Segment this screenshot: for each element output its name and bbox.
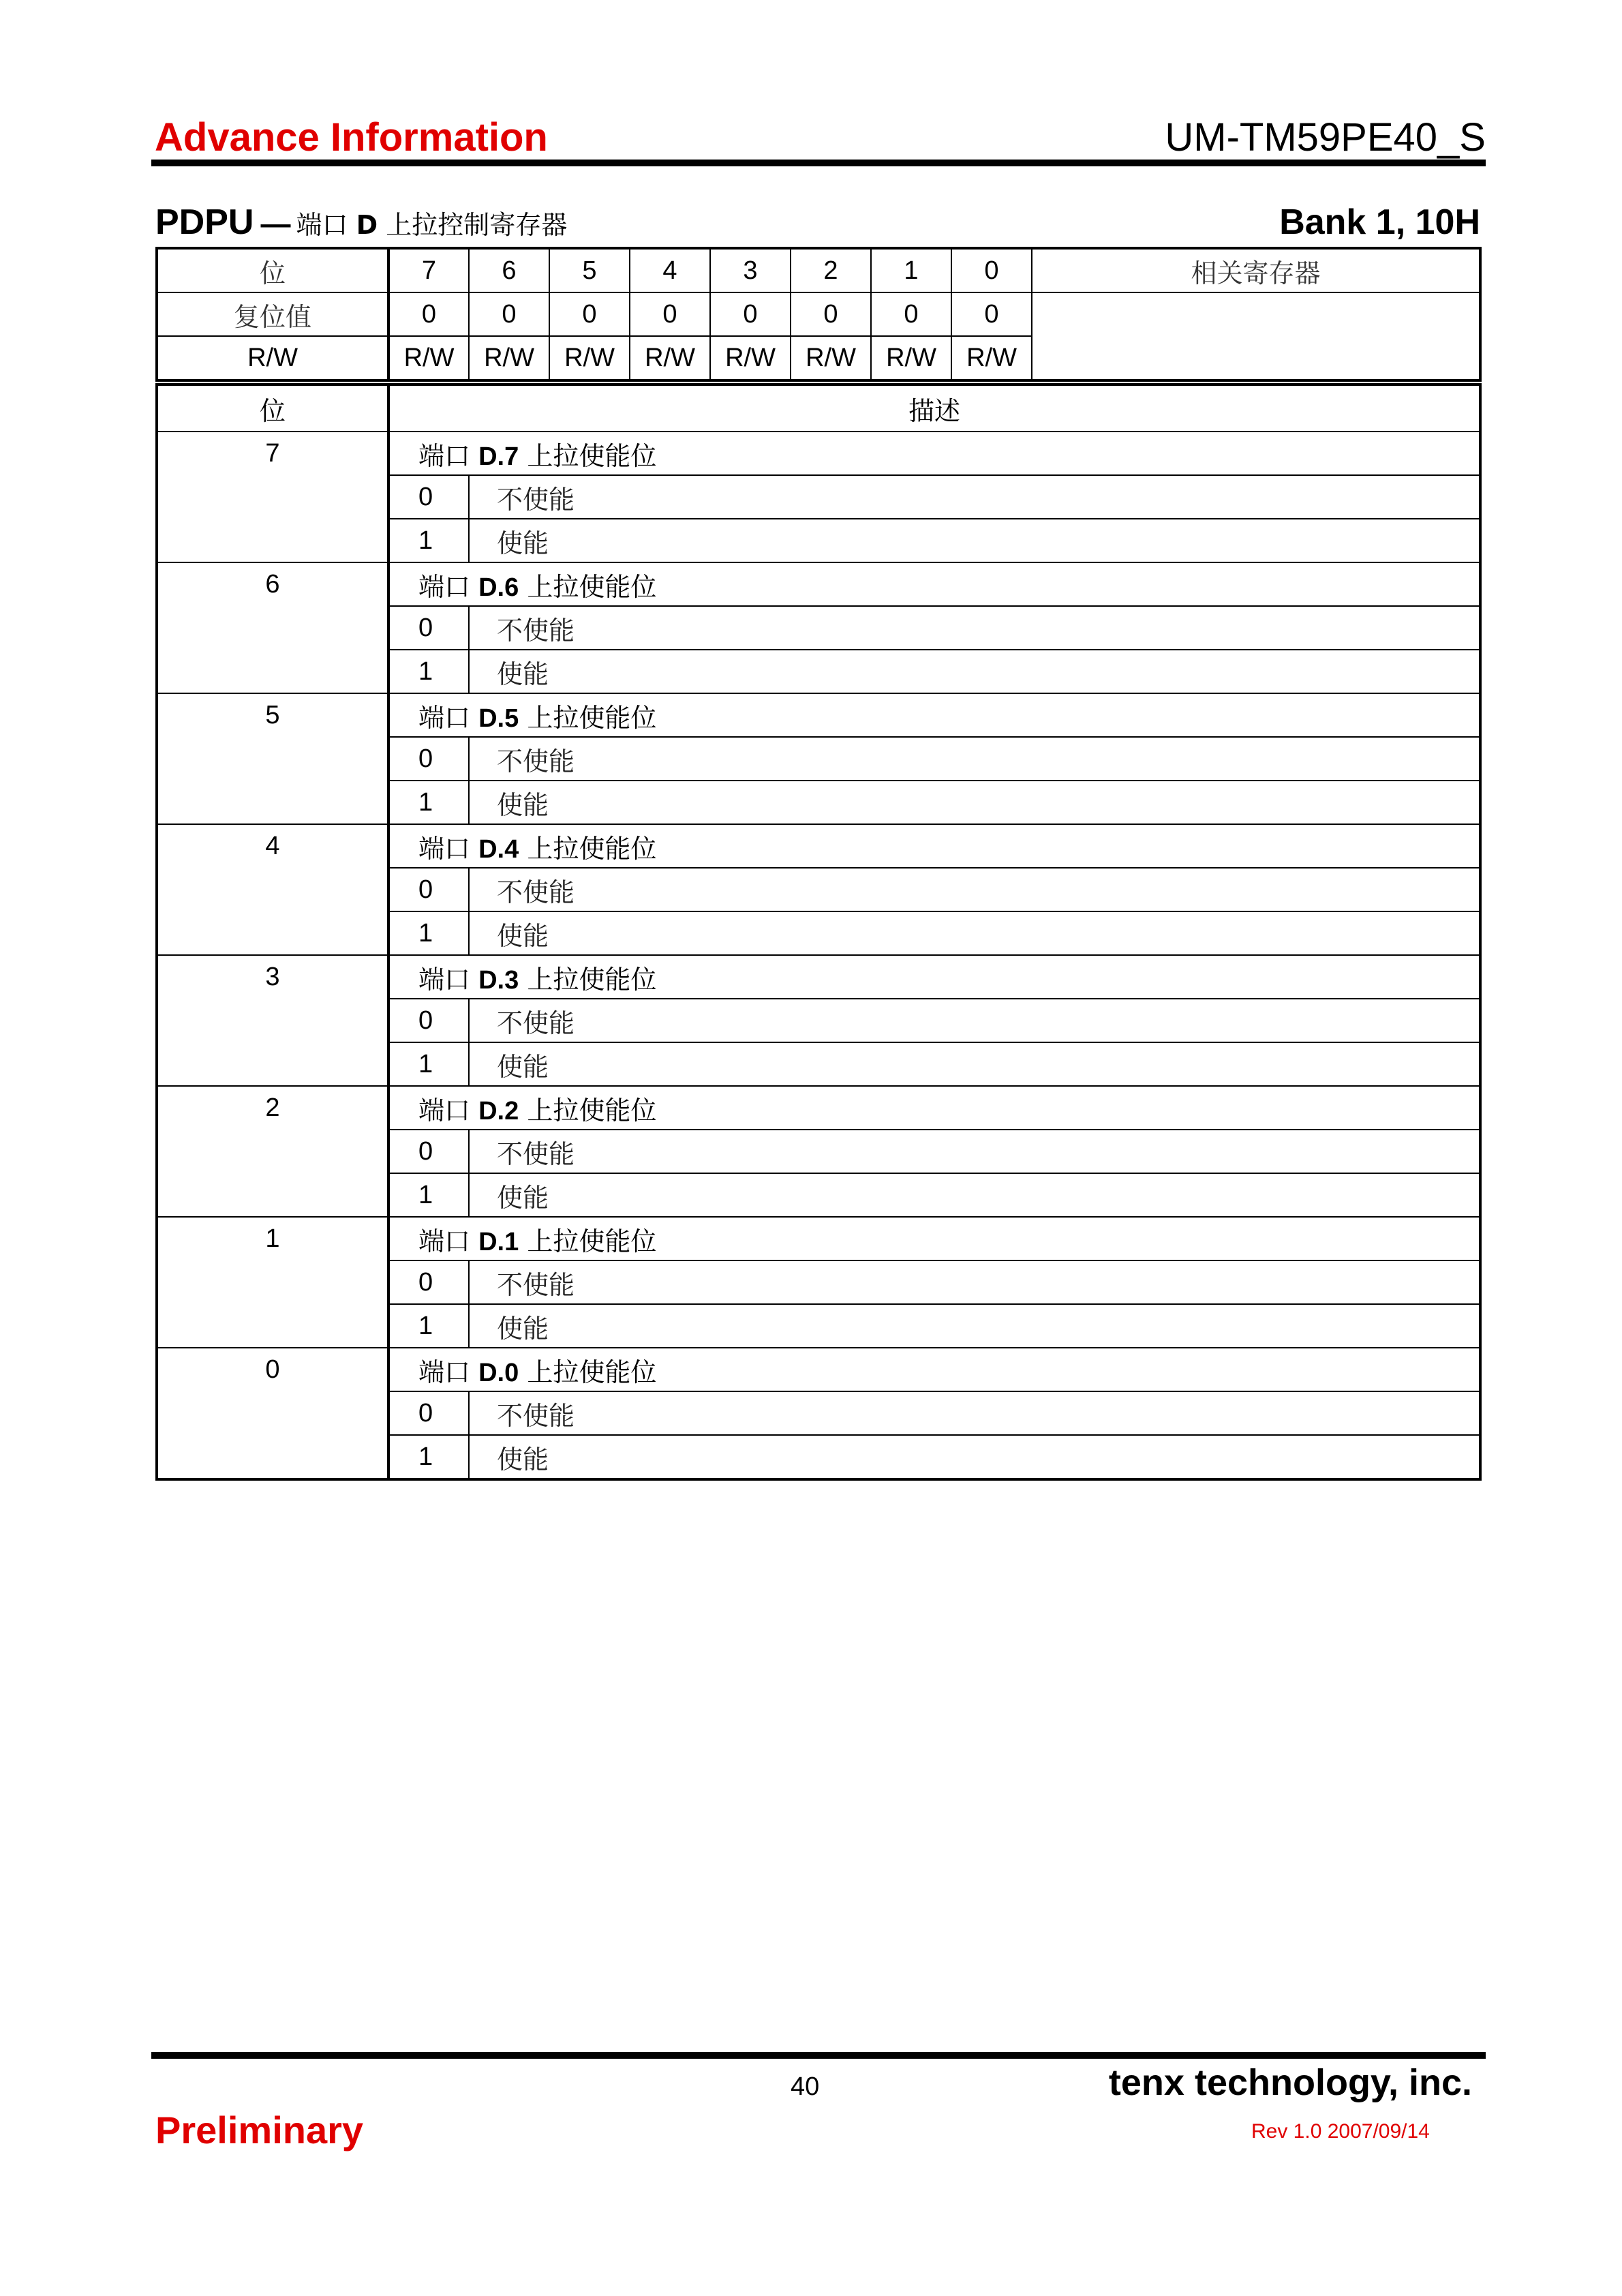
document-id: UM-TM59PE40_S [1165, 115, 1486, 160]
bit-cell: 7 [388, 248, 469, 292]
bit-field-name: D.5 [478, 704, 519, 733]
bit-field-title [388, 693, 1480, 737]
option-text: 不使能 [469, 1130, 1480, 1173]
bit-cell: 6 [469, 248, 549, 292]
bit-field-row [157, 432, 1480, 475]
rw-cell: R/W [791, 336, 871, 380]
bit-label: 位 [157, 248, 388, 292]
rw-cell: R/W [469, 336, 549, 380]
table-header-row [157, 384, 1480, 432]
reset-cell: 0 [630, 292, 710, 336]
option-value: 1 [388, 1173, 469, 1217]
bit-field-title [388, 824, 1480, 868]
option-value: 0 [388, 606, 469, 650]
reset-cell: 0 [469, 292, 549, 336]
rw-cell: R/W [710, 336, 791, 380]
title-suffix: 上拉使能位 [527, 702, 657, 733]
option-value: 1 [388, 650, 469, 693]
option-text: 使能 [469, 519, 1480, 562]
bit-field-title [388, 1217, 1480, 1260]
bit-number: 3 [157, 955, 388, 1086]
register-name: PDPU [155, 202, 254, 242]
footer-rule [151, 2052, 1486, 2059]
option-text: 不使能 [469, 606, 1480, 650]
option-text: 不使能 [469, 737, 1480, 781]
option-value: 0 [388, 737, 469, 781]
related-register-label: 相关寄存器 [1032, 248, 1480, 292]
title-prefix: 端口 [418, 1226, 471, 1256]
option-value: 0 [388, 1260, 469, 1304]
bit-cell: 5 [549, 248, 630, 292]
document-status: Preliminary [155, 2109, 364, 2151]
option-text: 使能 [469, 1435, 1480, 1479]
bit-number: 0 [157, 1348, 388, 1479]
title-prefix: 端口 [418, 1095, 471, 1126]
title-suffix: 上拉使能位 [527, 1095, 657, 1126]
title-suffix: 上拉使能位 [527, 833, 657, 864]
option-text: 使能 [469, 1304, 1480, 1348]
bit-cell: 3 [710, 248, 791, 292]
title-prefix: 端口 [418, 1357, 471, 1387]
title-suffix: 上拉使能位 [527, 964, 657, 995]
option-value: 0 [388, 999, 469, 1042]
bit-cell: 2 [791, 248, 871, 292]
title-prefix: 端口 [418, 440, 471, 471]
reset-cell: 0 [710, 292, 791, 336]
option-text: 使能 [469, 1173, 1480, 1217]
bit-field-title [388, 562, 1480, 606]
option-value: 1 [388, 1435, 469, 1479]
register-bit-table [155, 247, 1482, 382]
bit-field-title [388, 1086, 1480, 1130]
column-header-description: 描述 [388, 384, 1480, 432]
option-text: 使能 [469, 1042, 1480, 1086]
option-text: 使能 [469, 650, 1480, 693]
bit-cell: 1 [871, 248, 951, 292]
option-text: 不使能 [469, 475, 1480, 519]
header-rule [151, 160, 1486, 166]
reset-cell: 0 [549, 292, 630, 336]
option-value: 0 [388, 1391, 469, 1435]
bit-field-title [388, 432, 1480, 475]
title-prefix: 端口 [418, 833, 471, 864]
revision-info: Rev 1.0 2007/09/14 [1251, 2120, 1430, 2143]
option-text: 不使能 [469, 868, 1480, 911]
reset-cell: 0 [871, 292, 951, 336]
bit-field-name: D.6 [478, 573, 519, 602]
option-value: 1 [388, 1304, 469, 1348]
bit-number: 2 [157, 1086, 388, 1217]
bit-field-row [157, 562, 1480, 606]
register-description: 端口 D 上拉控制寄存器 [296, 210, 568, 240]
option-text: 使能 [469, 911, 1480, 955]
bit-description-table [155, 383, 1482, 1481]
title-prefix: 端口 [418, 964, 471, 995]
bit-field-row [157, 1348, 1480, 1391]
option-text: 使能 [469, 781, 1480, 824]
option-value: 0 [388, 1130, 469, 1173]
rw-cell: R/W [388, 336, 469, 380]
rw-cell: R/W [630, 336, 710, 380]
bit-number: 1 [157, 1217, 388, 1348]
option-value: 0 [388, 475, 469, 519]
title-suffix: 上拉使能位 [527, 1226, 657, 1256]
rw-cell: R/W [549, 336, 630, 380]
bit-field-row [157, 693, 1480, 737]
bit-field-name: D.1 [478, 1227, 519, 1256]
company-name: tenx technology, inc. [1108, 2062, 1472, 2103]
rw-label: R/W [157, 336, 388, 380]
rw-cell: R/W [951, 336, 1032, 380]
column-header-bit: 位 [157, 384, 388, 432]
bit-number: 4 [157, 824, 388, 955]
reset-cell: 0 [951, 292, 1032, 336]
bit-cell: 0 [951, 248, 1032, 292]
bit-number: 5 [157, 693, 388, 824]
bit-number: 7 [157, 432, 388, 562]
title-prefix: 端口 [418, 571, 471, 602]
option-value: 1 [388, 1042, 469, 1086]
bit-field-name: D.7 [478, 442, 519, 471]
option-value: 1 [388, 911, 469, 955]
bit-field-name: D.0 [478, 1358, 519, 1387]
bit-field-row [157, 955, 1480, 999]
reset-label: 复位值 [157, 292, 388, 336]
bit-field-name: D.3 [478, 965, 519, 995]
title-suffix: 上拉使能位 [527, 440, 657, 471]
bit-number: 6 [157, 562, 388, 693]
title-suffix: 上拉使能位 [527, 1357, 657, 1387]
register-dash: — [260, 207, 291, 241]
register-bank-address: Bank 1, 10H [1279, 202, 1480, 242]
title-suffix: 上拉使能位 [527, 571, 657, 602]
bit-field-title [388, 955, 1480, 999]
bit-number-row [157, 248, 1480, 292]
option-value: 0 [388, 868, 469, 911]
page-number: 40 [791, 2072, 820, 2101]
bit-field-row [157, 1086, 1480, 1130]
bit-field-name: D.4 [478, 834, 519, 864]
option-value: 1 [388, 519, 469, 562]
bit-cell: 4 [630, 248, 710, 292]
option-value: 1 [388, 781, 469, 824]
header-section-label: Advance Information [155, 115, 548, 160]
bit-field-row [157, 1217, 1480, 1260]
bit-field-name: D.2 [478, 1096, 519, 1126]
reset-cell: 0 [791, 292, 871, 336]
bit-field-row [157, 824, 1480, 868]
reset-value-row [157, 292, 1480, 336]
option-text: 不使能 [469, 1260, 1480, 1304]
title-prefix: 端口 [418, 702, 471, 733]
related-register-value [1032, 292, 1480, 380]
rw-cell: R/W [871, 336, 951, 380]
option-text: 不使能 [469, 1391, 1480, 1435]
option-text: 不使能 [469, 999, 1480, 1042]
bit-field-title [388, 1348, 1480, 1391]
reset-cell: 0 [388, 292, 469, 336]
register-title [155, 202, 567, 243]
